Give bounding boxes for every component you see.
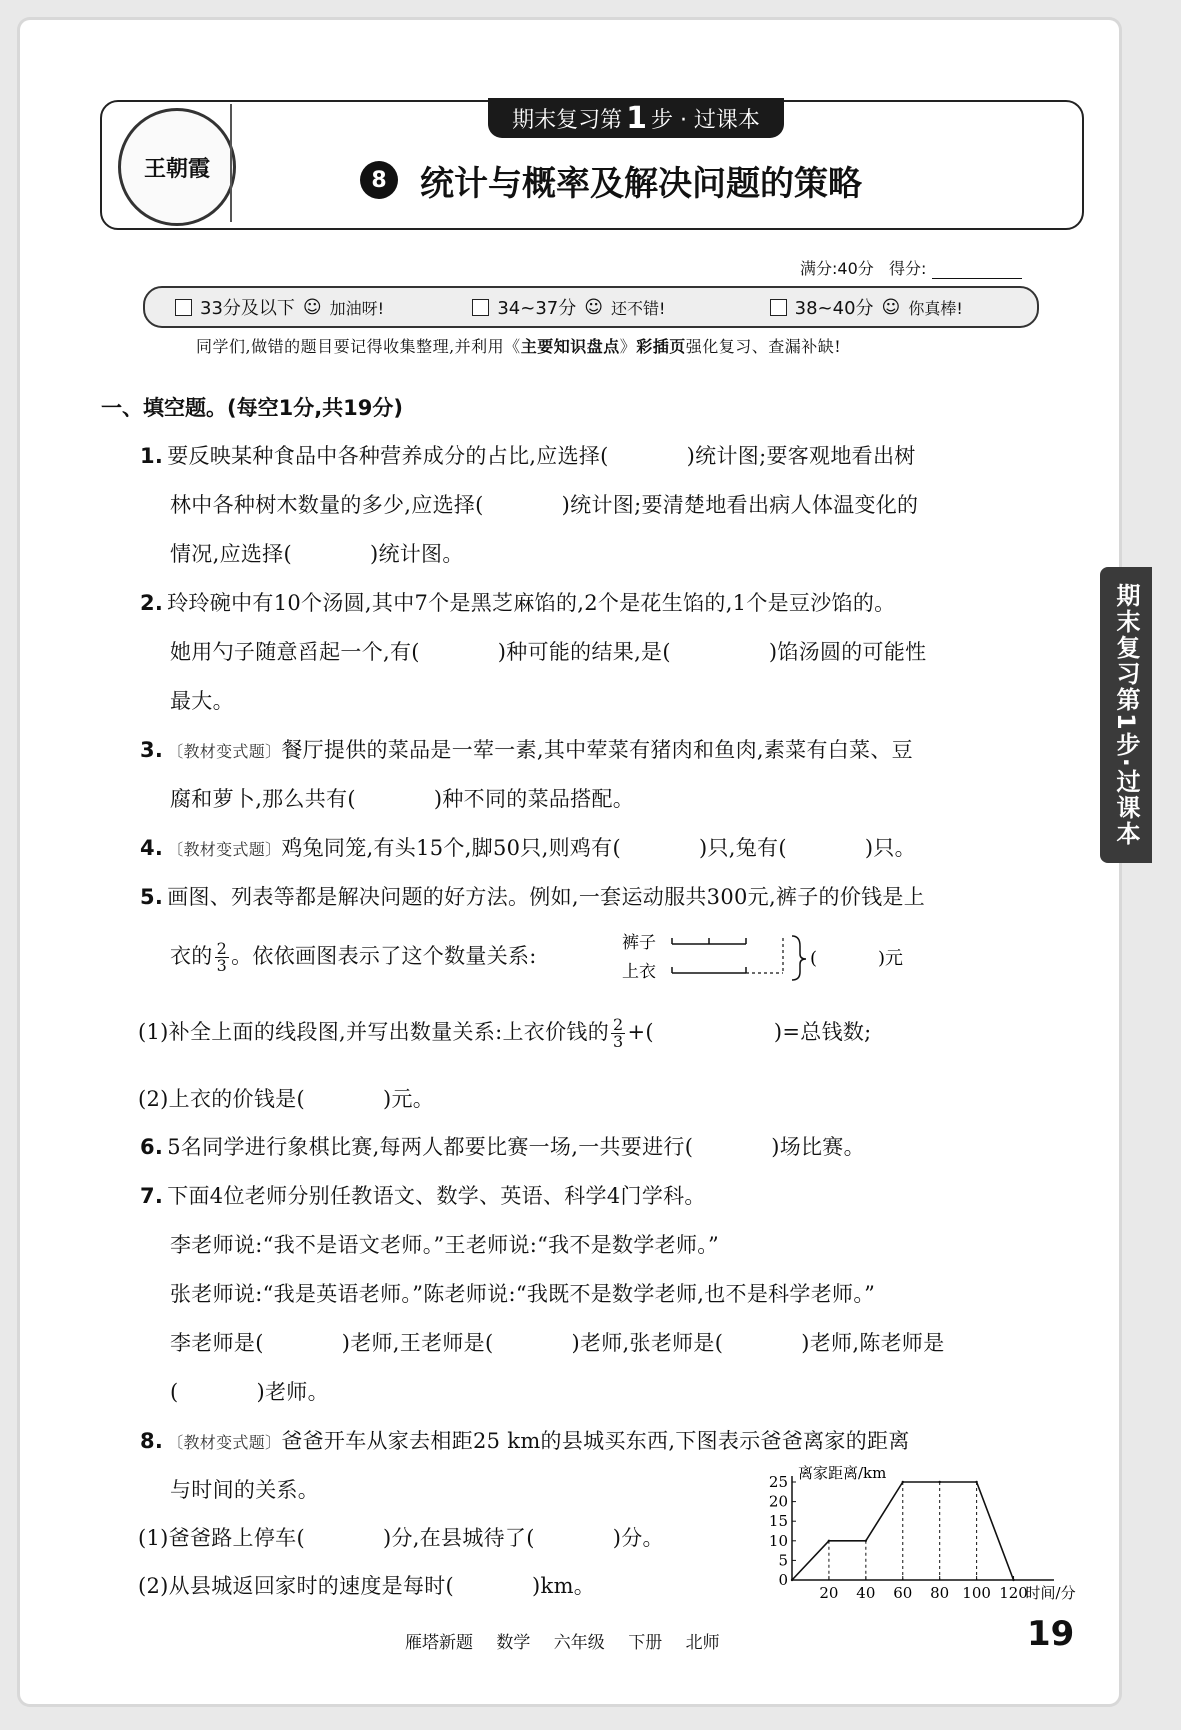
tip-bold: 主要知识盘点 [520,337,620,356]
question-number: 5. [140,885,164,909]
checkbox-icon[interactable] [175,299,192,316]
step-number: 1 [626,100,647,136]
question-tag: 〔教材变式题〕 [167,742,282,761]
q8-text: (1)爸爸路上停车( [138,1526,305,1550]
side-tab: 期末复习第1步·过课本 [1100,567,1152,863]
q4-text: )只,兔有( [698,836,787,860]
grade-bar [143,286,1039,328]
x-tick-label: 120 [999,1584,1028,1602]
q7-text: )老师,陈老师是 [801,1331,945,1355]
tip-bold: 彩插页 [636,337,686,356]
q5-line1 [140,881,925,911]
grade-message: 你真棒! [908,298,963,318]
data-point [828,1540,830,1542]
q3-text: )种不同的菜品搭配。 [433,787,635,811]
q7-text: )老师,张老师是( [571,1331,724,1355]
q5-text: )=总钱数; [773,1020,872,1044]
q1-line3 [170,538,464,568]
q1-text: )统计图;要清楚地看出病人体温变化的 [561,493,919,517]
q7-line4 [170,1327,945,1357]
q7-text: 下面4位老师分别任教语文、数学、英语、科学4门学科。 [167,1184,706,1208]
score-label: 得分: [889,259,927,278]
q4-line [140,832,916,862]
q5-text: 。依依画图表示了这个数量关系: [231,944,537,968]
q7-text: 李老师是( [170,1331,264,1355]
question-number: 7. [140,1184,164,1208]
grade-range: 33分及以下 [200,298,295,319]
q6-line [140,1131,865,1161]
fraction [215,941,229,974]
q2-text: )馅汤圆的可能性 [768,640,927,664]
tip-text [196,334,841,357]
q2-line3: 最大。 [170,689,234,713]
q5-line2 [170,940,537,974]
q7-line1 [140,1180,706,1210]
smiley-icon: ☺ [584,296,603,318]
page-number: 19 [1027,1614,1075,1654]
x-tick-label: 20 [819,1584,839,1602]
q1-text: 林中各种树木数量的多少,应选择( [170,493,484,517]
data-point [791,1579,793,1581]
q3-text: 腐和萝卜,那么共有( [170,787,356,811]
q8-line2: 与时间的关系。 [170,1478,320,1502]
q5-text: 画图、列表等都是解决问题的好方法。例如,一套运动服共300元,裤子的价钱是上 [167,885,926,909]
q8-text: )分,在县城待了( [382,1526,535,1550]
title-text: 统计与概率及解决问题的策略 [420,163,862,204]
q7-line3: 张老师说:“我是英语老师。”陈老师说:“我既不是数学老师,也不是科学老师。” [170,1282,876,1306]
q3-line2 [170,783,634,813]
x-tick-label: 80 [930,1584,950,1602]
question-number: 8. [140,1429,164,1453]
q5-text: 衣的 [170,944,213,968]
q1-text: )统计图。 [369,542,464,566]
y-tick-label: 20 [768,1492,788,1511]
checkbox-icon[interactable] [770,299,787,316]
x-axis-label: 时间/分 [1025,1584,1076,1602]
grade-segment [442,294,739,320]
header-divider [230,104,232,222]
tip-part: 》 [619,337,637,356]
q1-line2 [170,489,918,519]
q8-line1 [140,1425,910,1455]
fraction-numerator: 2 [216,939,228,958]
y-tick-label: 25 [768,1473,788,1491]
y-tick-label: 5 [778,1551,788,1570]
q8-text: 爸爸开车从家去相距25 km的县城买东西,下图表示爸爸离家的距离 [281,1429,910,1453]
tip-part: 同学们,做错的题目要记得收集整理,并利用《 [196,337,521,356]
smiley-icon: ☺ [881,296,901,318]
q8-sub2 [138,1570,595,1600]
q2-text: )种可能的结果,是( [497,640,671,664]
origin-label: 0 [778,1571,788,1589]
page-title [360,155,862,205]
question-number: 2. [140,591,164,615]
checkbox-icon[interactable] [472,299,489,316]
q4-text: 鸡兔同笼,有头15个,脚50只,则鸡有( [281,836,621,860]
brace-icon [792,936,806,980]
q6-text: )场比赛。 [771,1135,865,1159]
question-number: 3. [140,738,164,762]
x-tick-label: 60 [893,1584,913,1602]
question-number: 4. [140,836,164,860]
step-prefix: 期末复习第 [512,107,623,133]
q5-text: (1)补全上面的线段图,并写出数量关系:上衣价钱的 [138,1020,609,1044]
q5-sub2 [138,1083,434,1113]
q2-text: 玲玲碗中有10个汤圆,其中7个是黑芝麻馅的,2个是花生馅的,1个是豆沙馅的。 [167,591,896,615]
logo [118,108,236,226]
data-point [1012,1579,1014,1581]
x-tick-label: 100 [962,1584,991,1602]
q7-text: ( [170,1380,179,1404]
y-axis-label: 离家距离/km [798,1464,887,1482]
y-tick-label: 10 [768,1531,788,1550]
grade-segment [740,294,1037,320]
q8-text: )分。 [612,1526,664,1550]
q5-text: )元。 [382,1087,435,1111]
q3-line1 [140,734,913,764]
step-banner [488,98,784,138]
grade-range: 38~40分 [794,298,874,319]
q2-line2 [170,636,926,666]
tip-part: 强化复习、查漏补缺! [685,337,842,356]
grade-message: 加油呀! [329,298,385,318]
grade-range: 34~37分 [497,298,577,319]
q2-text: 她用勺子随意舀起一个,有( [170,640,420,664]
score-line [800,256,1022,279]
data-point [938,1481,940,1483]
yuan-open: ( [810,948,818,969]
y-tick-label: 15 [768,1512,788,1531]
fraction-numerator: 2 [613,1015,624,1034]
q1-text: 情况,应选择( [170,542,292,566]
q8-text: )km。 [532,1574,596,1598]
label-top: 上衣 [622,962,656,982]
logo-text: 王朝霞 [143,155,210,182]
q7-text: )老师。 [256,1380,329,1404]
score-blank [932,264,1022,279]
q5-sub1 [138,1016,872,1050]
grade-segment [145,294,442,320]
distance-time-chart [750,1452,1090,1602]
footer: 雁塔新题 数学 六年级 下册 北师 [405,1633,720,1653]
q6-text: 5名同学进行象棋比赛,每两人都要比赛一场,一共要进行( [167,1135,694,1159]
q1-text: )统计图;要客观地看出树 [686,444,916,468]
q1-text: 要反映某种食品中各种营养成分的占比,应选择( [167,444,609,468]
question-number: 6. [140,1135,164,1159]
unit-number-badge: 8 [360,161,398,199]
grade-message: 还不错! [610,298,666,318]
segment-diagram [620,928,920,986]
q7-text: )老师,王老师是( [341,1331,494,1355]
q7-line5 [170,1376,329,1406]
q3-text: 餐厅提供的菜品是一荤一素,其中荤菜有猪肉和鱼肉,素菜有白菜、豆 [281,738,913,762]
step-suffix: 步 · 过课本 [650,107,760,133]
q2-line1 [140,587,895,617]
q7-line2: 李老师说:“我不是语文老师。”王老师说:“我不是数学老师。” [170,1233,720,1257]
full-score: 满分:40分 [800,259,874,278]
fraction-denominator: 3 [216,956,228,975]
data-point [865,1540,867,1542]
q1-line1 [140,440,916,470]
smiley-icon: ☺ [302,296,322,318]
x-tick-label: 40 [856,1584,876,1602]
data-point [975,1481,977,1483]
section-title: 一、填空题。(每空1分,共19分) [101,396,404,420]
q8-text: (2)从县城返回家时的速度是每时( [138,1574,455,1598]
q5-text: (2)上衣的价钱是( [138,1087,305,1111]
yuan-close: )元 [878,948,904,969]
fraction-denominator: 3 [613,1032,624,1051]
q5-text: +( [627,1020,654,1044]
data-point [902,1481,904,1483]
question-number: 1. [140,444,164,468]
question-tag: 〔教材变式题〕 [167,1433,282,1452]
fraction [611,1017,625,1050]
q4-text: )只。 [864,836,916,860]
q8-sub1 [138,1522,664,1552]
question-tag: 〔教材变式题〕 [167,840,282,859]
label-pants: 裤子 [622,933,656,953]
